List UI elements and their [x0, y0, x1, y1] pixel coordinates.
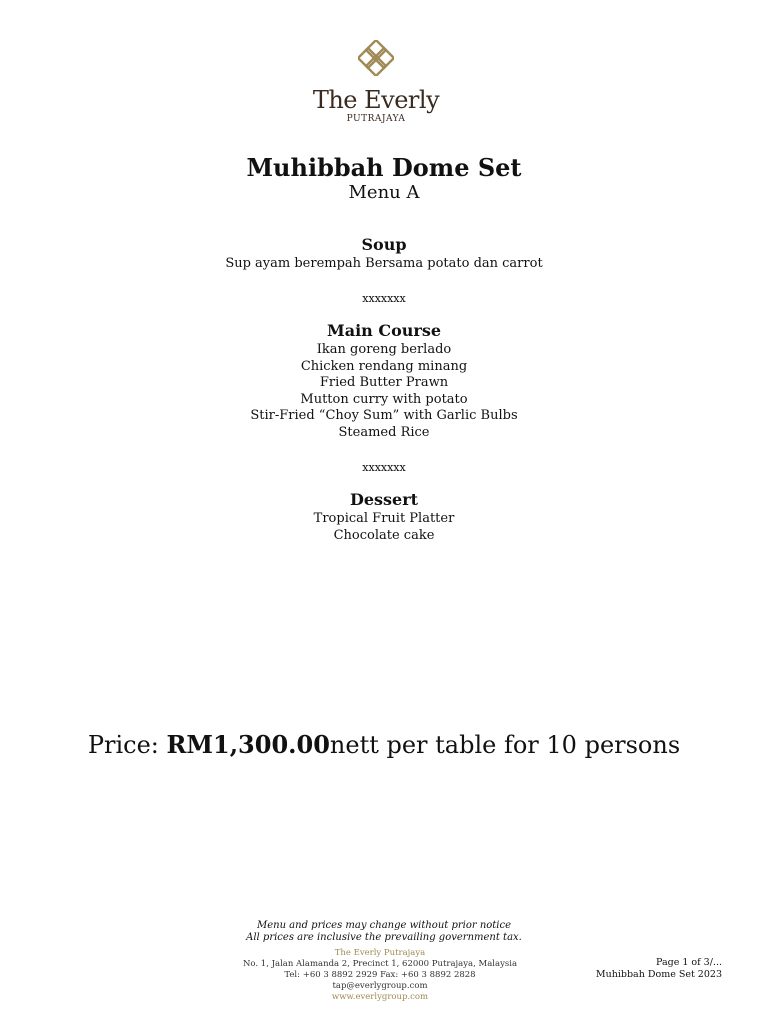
page-info — [596, 957, 722, 980]
price-line — [0, 730, 768, 759]
hotel-website: www.everlygroup.com — [331, 992, 429, 1002]
menu-item: Mutton curry with potato — [300, 391, 468, 407]
section-title-main-course: Main Course — [326, 321, 441, 340]
price-amount: RM1,300.00 — [166, 730, 330, 759]
notice-line: All prices are inclusive the prevailing government tax. — [246, 932, 522, 943]
menu-item: Fried Butter Prawn — [319, 375, 449, 391]
hotel-logo — [296, 40, 456, 130]
hotel-contact: Tel: +60 3 8892 2929 Fax: +60 3 8892 2828 tap@everlygroup.com — [284, 970, 476, 991]
notice-line: Menu and prices may change without prior notice — [256, 920, 512, 931]
price-label: Price: — [87, 731, 167, 759]
section-title-soup: Soup — [361, 235, 407, 254]
menu-item: Tropical Fruit Platter — [313, 511, 455, 526]
price-notice — [0, 920, 768, 944]
hotel-name: The Everly Putrajaya — [334, 948, 426, 958]
menu-item: Steamed Rice — [338, 425, 430, 440]
document-name: Muhibbah Dome Set 2023 — [595, 968, 722, 980]
menu-subtitle: Menu A — [348, 182, 420, 203]
hotel-address-block — [240, 948, 520, 1003]
logo-name: The Everly — [312, 86, 440, 114]
section-title-dessert: Dessert — [349, 490, 419, 509]
logo-subtitle: PUTRAJAYA — [346, 114, 406, 124]
menu-title: Muhibbah Dome Set — [246, 153, 522, 182]
hotel-address: No. 1, Jalan Alamanda 2, Precinct 1, 62000 Putrajaya, Malaysia — [242, 959, 518, 969]
menu-item: Chocolate cake — [333, 527, 435, 543]
menu-item: Ikan goreng berlado — [316, 342, 452, 357]
page-number: Page 1 of 3/... — [656, 957, 722, 968]
menu-item: Stir-Fried “Choy Sum” with Garlic Bulbs — [250, 408, 518, 424]
divider: xxxxxxx — [362, 461, 406, 474]
menu-item: Chicken rendang minang — [300, 358, 468, 374]
menu-item: Sup ayam berempah Bersama potato dan carrot — [225, 256, 543, 271]
endless-knot-icon — [358, 40, 394, 76]
price-suffix: nett per table for 10 persons — [329, 731, 681, 759]
divider: xxxxxxx — [362, 292, 406, 305]
